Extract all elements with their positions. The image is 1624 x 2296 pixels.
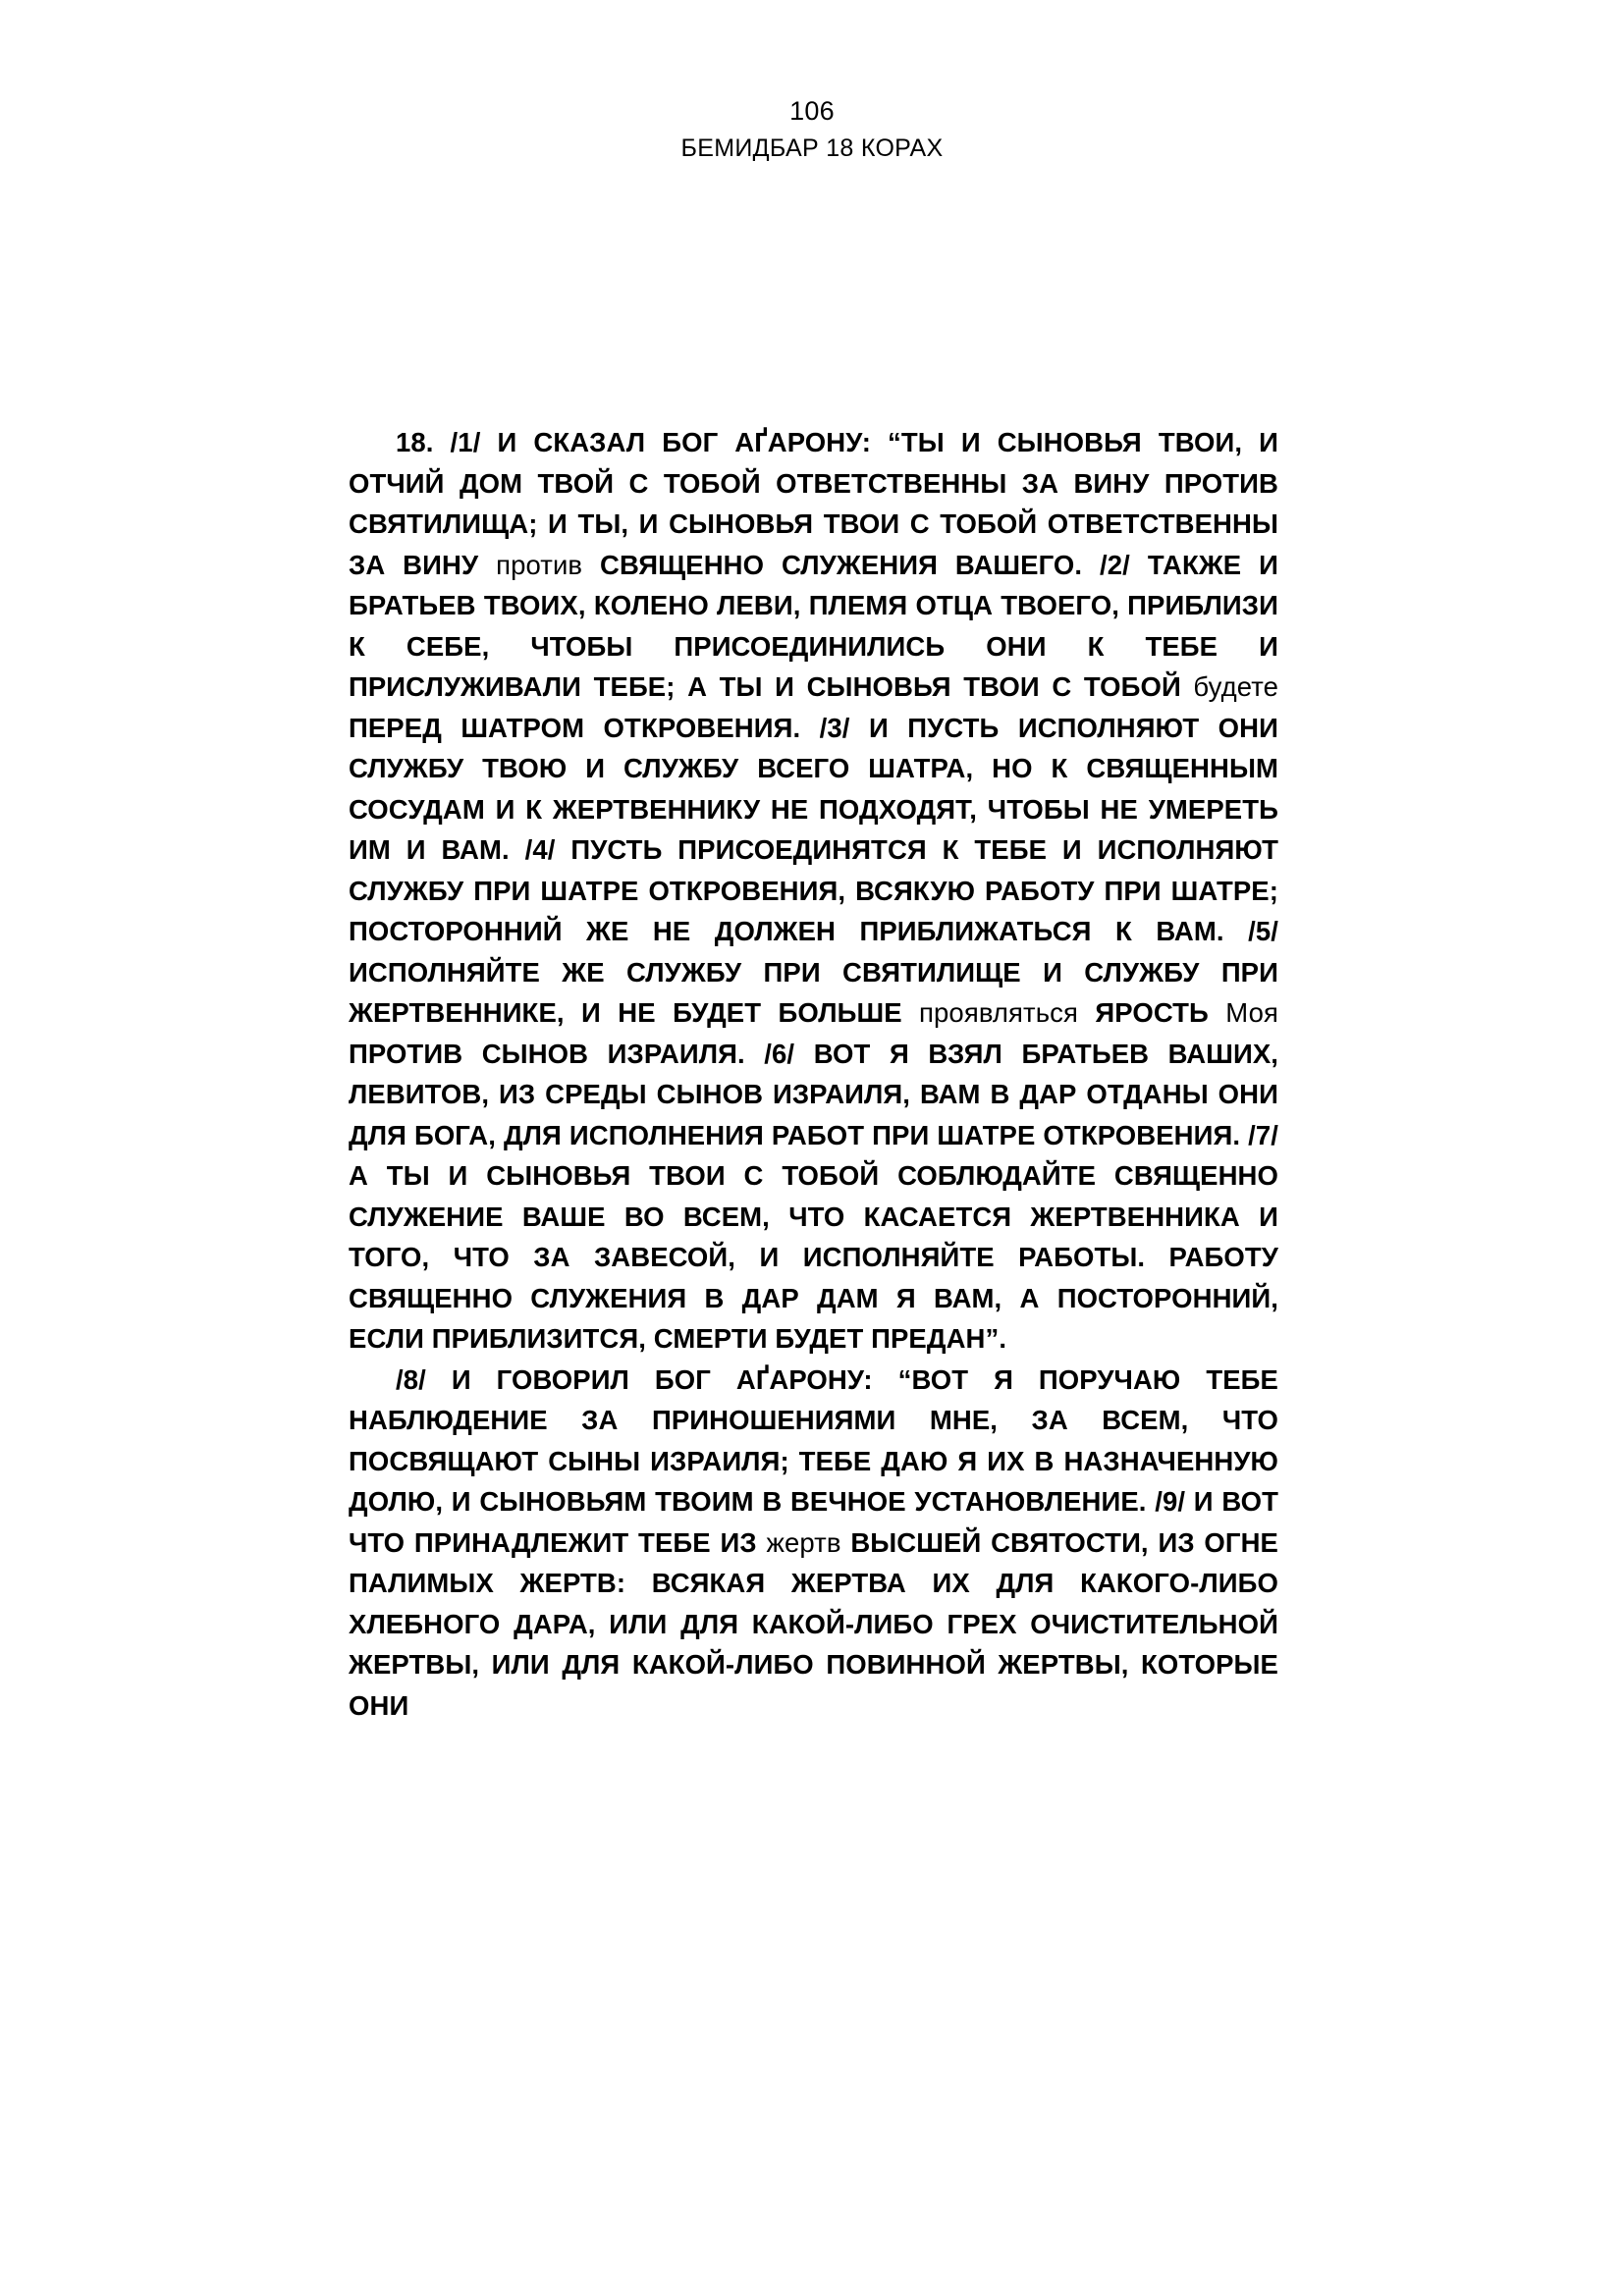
text-run: ВЫСШЕЙ СВЯТОСТИ, ИЗ ОГНЕ ПАЛИМЫХ ЖЕРТВ: ВСЯКАЯ ЖЕРТВА ИХ ДЛЯ КАКОГО-ЛИБО ХЛЕБНОГО ДАРА, ИЛИ ДЛЯ КАКОЙ-ЛИБО ГРЕХ ОЧИСТИТЕЛЬНОЙ ЖЕРТВЫ, ИЛИ ДЛЯ КАКОЙ-ЛИБО ПОВИННОЙ ЖЕРТВЫ, КОТОРЫЕ ОНИ [349,1526,1279,1721]
text-run: Моя [1225,997,1278,1028]
text-run: ПЕРЕД ШАТРОМ ОТКРОВЕНИЯ. /3/ И ПУСТЬ ИСПОЛНЯЮТ ОНИ СЛУЖБУ ТВОЮ И СЛУЖБУ ВСЕГО ШАТРА, НО К СВЯЩЕННЫМ СОСУДАМ И К ЖЕРТВЕННИКУ НЕ ПОДХОДЯТ, ЧТОБЫ НЕ УМЕРЕТЬ ИМ И ВАМ. /4/ ПУСТЬ ПРИСОЕДИНЯТСЯ К ТЕБЕ И ИСПОЛНЯЮТ СЛУЖБУ ПРИ ШАТРЕ ОТКРОВЕНИЯ, ВСЯКУЮ РАБОТУ ПРИ ШАТРЕ; ПОСТОРОННИЙ ЖЕ НЕ ДОЛЖЕН ПРИБЛИЖАТЬСЯ К ВАМ. /5/ ИСПОЛНЯЙТЕ ЖЕ СЛУЖБУ ПРИ СВЯТИЛИЩЕ И СЛУЖБУ ПРИ ЖЕРТВЕННИКЕ, И НЕ БУДЕТ БОЛЬШЕ [349,712,1278,1028]
text-run: против [496,549,601,580]
text-run: проявляться [919,997,1096,1028]
text-run: ПРОТИВ СЫНОВ ИЗРАИЛЯ. /6/ ВОТ Я ВЗЯЛ БРАТЬЕВ ВАШИХ, ЛЕВИТОВ, ИЗ СРЕДЫ СЫНОВ ИЗРАИЛЯ, ВАМ В ДАР ОТДАНЫ ОНИ ДЛЯ БОГА, ДЛЯ ИСПОЛНЕНИЯ РАБОТ ПРИ ШАТРЕ ОТКРОВЕНИЯ. /7/ А ТЫ И СЫНОВЬЯ ТВОИ С ТОБОЙ СОБЛЮДАЙТЕ СВЯЩЕННО СЛУЖЕНИЕ ВАШЕ ВО ВСЕМ, ЧТО КАСАЕТСЯ ЖЕРТВЕННИКА И ТОГО, ЧТО ЗА ЗАВЕСОЙ, И ИСПОЛНЯЙТЕ РАБОТЫ. РАБОТУ СВЯЩЕННО СЛУЖЕНИЯ В ДАР ДАМ Я ВАМ, А ПОСТОРОННИЙ, ЕСЛИ ПРИБЛИЗИТСЯ, СМЕРТИ БУДЕТ ПРЕДАН”. [349,1038,1278,1354]
text-run: 18. /1/ И СКАЗАЛ БОГ АҐАРОНУ: “ТЫ И СЫНОВЬЯ ТВОИ, И ОТЧИЙ ДОМ ТВОЙ С ТОБОЙ ОТВЕТСТВЕННЫ ЗА ВИНУ ПРОТИВ СВЯТИЛИЩА; И ТЫ, И СЫНОВЬЯ ТВОИ С ТОБОЙ ОТВЕТСТВЕННЫ ЗА ВИНУ [349,427,1278,580]
text-run: /8/ И ГОВОРИЛ БОГ АҐАРОНУ: “ВОТ Я ПОРУЧАЮ ТЕБЕ НАБЛЮДЕНИЕ ЗА ПРИНОШЕНИЯМИ МНЕ, ЗА ВСЕМ, ЧТО ПОСВЯЩАЮТ СЫНЫ ИЗРАИЛЯ; ТЕБЕ ДАЮ Я ИХ В НАЗНАЧЕННУЮ ДОЛЮ, И СЫНОВЬЯМ ТВОИМ В ВЕЧНОЕ УСТАНОВЛЕНИЕ. /9/ И ВОТ ЧТО ПРИНАДЛЕЖИТ ТЕБЕ ИЗ [349,1363,1278,1558]
text-run: жертв [766,1526,851,1558]
page-body [349,422,1278,1726]
text-run: СВЯЩЕННО СЛУЖЕНИЯ ВАШЕГО. /2/ ТАКЖЕ И БРАТЬЕВ ТВОИХ, КОЛЕНО ЛЕВИ, ПЛЕМЯ ОТЦА ТВОЕГО, ПРИБЛИЗИ К СЕБЕ, ЧТОБЫ ПРИСОЕДИНИЛИСЬ ОНИ К ТЕБЕ И ПРИСЛУЖИВАЛИ ТЕБЕ; А ТЫ И СЫНОВЬЯ ТВОИ С ТОБОЙ [349,549,1278,702]
paragraph-verses-1-7 [349,422,1278,1360]
text-run: будете [1193,671,1278,702]
page-number: 106 [789,96,835,126]
running-title: БЕМИДБАР 18 КОРАХ [680,134,944,162]
text-run: ЯРОСТЬ [1095,997,1226,1028]
paragraph-verses-8-9 [349,1360,1278,1727]
page-header [0,93,1624,165]
